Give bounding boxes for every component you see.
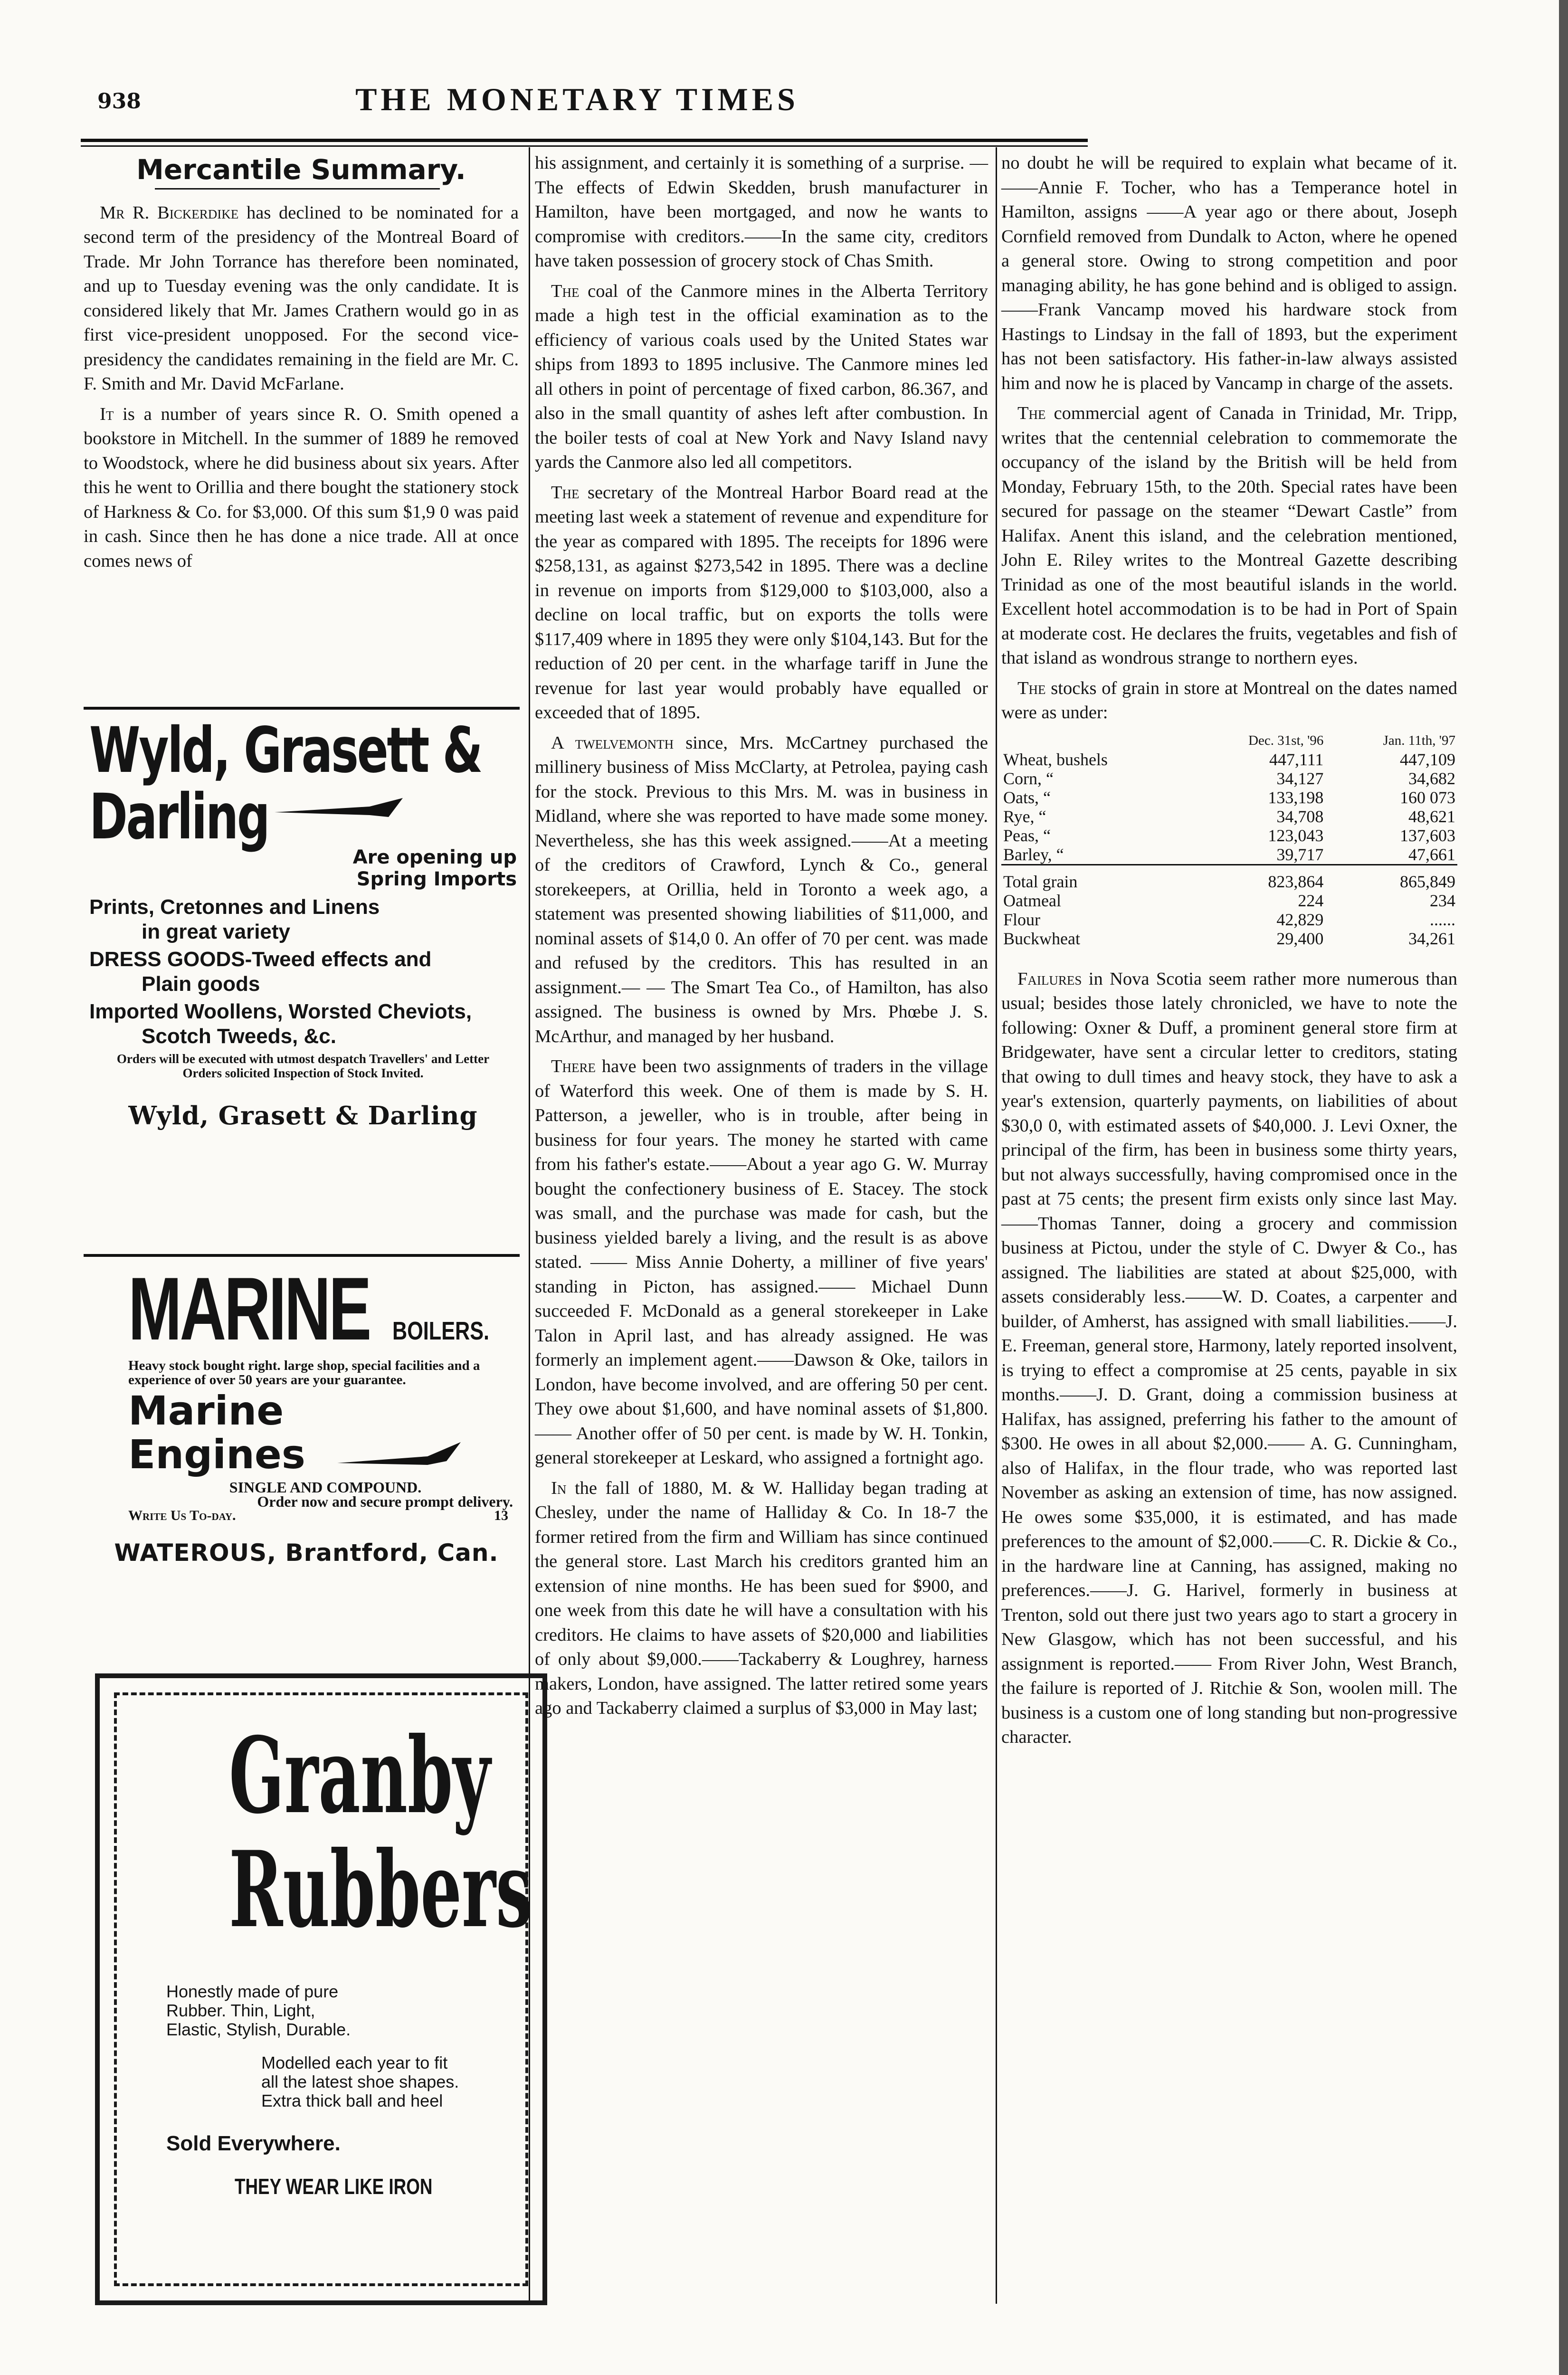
ad-wyld-name-1: Wyld, Grasett & [89,714,482,787]
paragraph-text: is a number of years since R. O. Smith opened a bookstore in Mitchell. In the summer of 1889 he removed to Woodstock, where he did business about six years. After this he went to Orillia and there bought the stationery stock of Harkness & Co. for $3,000. Of this sum $1,9 0 was paid in cash. Since then he has done a nice trade. All at once comes news of [84,404,519,571]
table-row [1001,845,1457,865]
table-header-row [1001,731,1457,750]
article-paragraph [84,201,519,397]
paragraph-text: in Nova Scotia seem rather more numerous than usual; besides those lately chronicled, we have to note the following: Oxner & Duff, a prominent general store firm at Bridgewater, have sent a circular letter to creditors, stating that owing to dull times and heavy stock, they have to ask a year's extension, quarterly payments, on liabilities of about $30,0 0, with estimated assets of $40,000. J. Levi Oxner, the principal of the firm, has been in business some thirty years, but not always successfully, having compromised once in the past at 75 cents; the present firm exists only since last May.——Thomas Tanner, doing a grocery and commission business at Pictou, under the style of C. Dwyer & Co., has assigned. The liabilities are stated at about $25,000, with assets considerably less.——W. D. Coates, a carpenter and builder, of Amherst, has assigned with small liabilities.——J. E. Freeman, general store, Harmony, lately reported insolvent, is trying to effect a compromise at 25 cents, payable in six months.——J. D. Grant, doing a commission business at Halifax, has assigned, preferring his father to the amount of $300. He owes in all about $2,000.—— A. G. Cunningham, also of Halifax, in the flour trade, who was reported last November as asking an extension of time, has now assigned. He owes some $35,000, it is estimated, and has made preferences to the amount of $2,000.——C. R. Dickie & Co., in the hardware line at Canning, has assigned, making no preferences.——J. G. Harivel, formerly in business at Trenton, sold out there just two years ago to start a grocery in New Glasgow, which has not been successful, and his assignment is reported.—— From River John, West Branch, the failure is reported of J. Ritchie & Son, woolen mill. The business is a custom one of long standing but non-progressive character. [1001,969,1458,1747]
ad-granby-line: all the latest shoe shapes. [261,2072,459,2091]
table-cell-label: Barley, “ [1003,845,1064,864]
ad-granby-line: Extra thick ball and heel [261,2091,443,2110]
column-divider-2 [996,147,997,2304]
ad-wyld-orders: Orders will be executed with utmost despatch Travellers' and Letter Orders solicited Inspection of Stock Invited. [116,1052,490,1080]
article-paragraph [535,1476,988,1721]
table-row [1001,910,1457,929]
lead-words: Mr R. Bickerdike [100,202,239,223]
table-cell-label: Peas, “ [1003,826,1051,845]
ad-granby-title-2: Rubbers [229,1828,532,1951]
table-cell-value: 48,621 [1408,807,1455,826]
article-paragraph [535,481,988,725]
ad-granby [95,1673,547,2305]
ad-wyld-item: Imported Woollens, Worsted Cheviots, [89,1000,472,1023]
article-paragraph [535,731,988,1049]
lead-words: Failures [1017,969,1082,989]
lead-words: The [551,482,580,503]
lead-words: The [551,281,580,301]
paragraph-text: his assignment, and certainly it is something of a surprise. — The effects of Edwin Skedden, brush manufacturer in Hamilton, have been mortgaged, and now he wants to compromise with creditors.——In the same city, creditors have taken possession of grocery stock of Chas Smith. [535,153,988,271]
lead-words: The [1017,678,1046,698]
ad-rule-top [84,707,520,710]
paragraph-text: stocks of grain in store at Montreal on the dates named were as under: [1001,678,1458,722]
table-header: Dec. 31st, '96 [1248,732,1324,748]
ad-granby-line: Honestly made of pure [166,1982,339,2001]
table-cell-value: 34,127 [1276,769,1324,788]
ad-granby-body [166,1982,518,2199]
pointing-arrow-icon [337,1442,461,1471]
ad-marine-order: Order now and secure prompt delivery. [257,1493,513,1510]
ad-marine-engines-row [128,1433,523,1476]
ad-granby-title-1: Granby [229,1714,491,1837]
table-cell-value: 123,043 [1268,826,1324,845]
table-cell-label: Oatmeal [1003,891,1061,910]
ad-granby-iron: THEY WEAR LIKE IRON [235,2174,433,2199]
table-cell-value: 137,603 [1400,826,1455,845]
lead-words: The [1017,403,1046,423]
ad-wyld-grasett [89,714,517,1244]
ad-marine-single: SINGLE AND COMPOUND. [229,1479,422,1496]
table-cell-value: 42,829 [1276,910,1324,929]
paragraph-text: secretary of the Montreal Harbor Board read at the meeting last week a statement of revenue and expenditure for the year as compared with 1895. The receipts for 1896 were $258,131, as against $273,542 in 1895. There was a decline in revenue on imports from $129,000 to $103,000, also a decline on local traffic, but on exports the tolls were $117,409 where in 1895 they were only $104,143. But for the reduction of 20 per cent. in the wharfage tariff in June the revenue for last year would probably have equalled or exceeded that of 1895. [535,482,988,722]
table-total-row [1001,864,1457,891]
header-rule-thin [81,145,1088,147]
table-cell-label: Oats, “ [1003,788,1051,807]
table-cell-value: 34,708 [1276,807,1324,826]
ad-wyld-item: DRESS GOODS-Tweed effects and [89,948,432,971]
table-row [1001,769,1457,788]
table-cell-value: 34,261 [1408,929,1455,948]
table-header: Jan. 11th, '97 [1383,732,1455,748]
ad-wyld-name-2: Darling [89,780,269,854]
table-row [1001,788,1457,807]
table-cell-label: Flour [1003,910,1041,929]
paragraph-text: the fall of 1880, M. & W. Halliday began trading at Chesley, under the name of Halliday & Co. In 18-7 the former retired from the firm and William has since continued the general store. Last March his creditors granted him an extension of nine months. He has been sued for $900, and one week from this date he will have a consultation with his creditors. He claims to have assets of $20,000 and liabilities of only about $9,000.——Tackaberry & Loughrey, harness makers, London, have assigned. The latter retired some years ago and Tackaberry claimed a surplus of $3,000 in May last; [535,1478,988,1718]
page-header [97,81,1057,128]
table-row [1001,807,1457,826]
table-cell-label: Buckwheat [1003,929,1080,948]
ad-marine-big: MARINE [128,1259,370,1358]
paragraph-text: since, Mrs. McCartney purchased the millinery business of Miss McClarty, at Petrolea, paying cash for the stock. Previous to this Mrs. M. was in business in Midland, where she was reported to have made some money. Nevertheless, she has this week assigned.——At a meeting of the creditors of Crawford, Lynch & Co., general storekeepers, at Orillia, held in Toronto a week ago, a statement was presented showing liabilities of $11,000, and nominal assets of $14,0 0. An offer of 70 per cent. was made and refused by the creditors. This has resulted in an assignment.— — The Smart Tea Co., of Hamilton, has also assigned. The business is owned by Mrs. Phœbe J. S. McArthur, and managed by her husband. [535,732,988,1046]
table-cell-value: 224 [1298,891,1324,910]
article-paragraph [84,402,519,574]
table-cell-value: 447,109 [1400,750,1455,769]
article-paragraph [535,279,988,475]
table-cell-value: 29,400 [1276,929,1324,948]
ad-wyld-footer: Wyld, Grasett & Darling [128,1101,478,1130]
ad-wyld-item: in great variety [142,920,291,943]
ad-rule [84,1254,520,1257]
ad-marine-write-row [128,1509,523,1523]
lead-words: A twelvemonth [551,732,674,753]
lead-words: There [551,1056,596,1076]
section-title: Mercantile Summary. [136,153,466,186]
table-cell-value: 39,717 [1276,845,1324,864]
table-row [1001,826,1457,845]
article-paragraph [1001,401,1457,671]
ad-wyld-opening: Are opening up [352,846,517,868]
ad-granby-line: Modelled each year to fit [261,2053,448,2072]
article-paragraph [1001,676,1457,725]
header-rule-thick [81,139,1088,142]
table-cell-value: 865,849 [1400,872,1455,891]
table-cell-label: Total grain [1003,872,1078,891]
table-cell-value: ...... [1430,910,1455,929]
table-cell-value: 34,682 [1408,769,1455,788]
column-2 [535,151,988,1727]
table-cell-label: Corn, “ [1003,769,1054,788]
ad-marine-engines-1: Marine [128,1387,284,1434]
table-cell-value: 234 [1430,891,1455,910]
article-paragraph [1001,967,1457,1750]
lead-words: In [551,1478,567,1498]
article-paragraph [535,1054,988,1471]
ad-wyld-name-row [89,780,517,855]
table-cell-value: 160 073 [1400,788,1455,807]
table-row [1001,750,1457,769]
table-row [1001,891,1457,910]
ad-granby-line: Elastic, Stylish, Durable. [166,2020,351,2039]
ad-wyld-item: Prints, Cretonnes and Linens [89,895,380,919]
ad-marine-write: Write Us To-day. [128,1508,236,1523]
ad-marine-footer: WATEROUS, Brantford, Can. [114,1539,499,1567]
article-paragraph [535,151,988,274]
ad-marine [114,1259,523,1662]
scan-edge [1559,0,1568,2375]
lead-words: It [100,404,114,424]
paragraph-text: commercial agent of Canada in Trinidad, Mr. Tripp, writes that the centennial celebration to commemorate the occupancy of the island by the British will be held from Monday, February 15th, to the 20th. Special rates have been secured for passage on the steamer “Dewart Castle” from Halifax. Anent this island, and the celebration mentioned, John E. Riley writes to the Montreal Gazette describing Trinidad as one of the most beautiful islands in the world. Excellent hotel accommodation is to be had in Port of Spain at moderate cost. He declares the fruits, vegetables and fish of that island as wondrous strange to northern eyes. [1001,403,1457,668]
table-cell-label: Wheat, bushels [1003,750,1108,769]
grain-table [1001,731,1457,948]
pointing-arrow-icon [275,798,403,831]
table-cell-label: Rye, “ [1003,807,1046,826]
ad-marine-boilers: BOILERS. [392,1317,489,1345]
ad-granby-sold: Sold Everywhere. [166,2132,341,2155]
ad-marine-text: Heavy stock bought right. large shop, special facilities and a experience of over 50 years are your guarantee. [128,1358,480,1387]
column-3 [1001,151,1457,1756]
paragraph-text: has declined to be nominated for a second term of the presidency of the Montreal Board of Trade. Mr John Torrance has therefore been nominated, and up to Tuesday evening was the only candidate. It is considered likely that Mr. James Crathern would go in as first vice-president unopposed. For the second vice-presidency the candidates remaining in the field are Mr. C. F. Smith and Mr. David McFarlane. [84,202,519,394]
table-cell-value: 133,198 [1268,788,1324,807]
ad-wyld-spring: Spring Imports [356,868,517,890]
ad-wyld-item: Plain goods [142,972,260,996]
paragraph-text: have been two assignments of traders in the village of Waterford this week. One of them is made by S. H. Patterson, a jeweller, who is in trouble, after being in business for four years. The money he started with came from his father's estate.——About a year ago G. W. Murray bought the confectionery business of E. Stacey. The stock was small, and the purchase was made for cash, but the business yielded barely a living, and the result is as above stated. —— Miss Annie Doherty, a milliner of five years' standing in Picton, has assigned.—— Michael Dunn succeeded F. McDonald as a general storekeeper in Lake Talon in April last, and has already assigned. He was formerly an implement agent.——Dawson & Oke, tailors in London, have become involved, and are offering 50 per cent. They owe about $1,600, and have nominal assets of $1,800.—— Another offer of 50 per cent. is made by W. H. Tonkin, general storekeeper at Leskard, who assigned a fortnight ago. [535,1056,988,1468]
table-cell-value: 823,864 [1268,872,1324,891]
table-row [1001,929,1457,948]
table-cell-value: 47,661 [1408,845,1455,864]
paragraph-text: coal of the Canmore mines in the Alberta Territory made a high test in the official examination as to the efficiency of various coals used by the United States war ships from 1893 to 1895 inclusive. The Canmore mines led all others in point of percentage of fixed carbon, 86.367, and also in the small quantity of ashes left after combustion. In the boiler tests of coal at New York and Navy Island navy yards the Canmore also led all competitors. [535,281,988,472]
masthead: THE MONETARY TIMES [355,81,799,117]
ad-granby-line: Rubber. Thin, Light, [166,2001,315,2020]
ad-wyld-item: Scotch Tweeds, &c. [142,1025,336,1048]
table-cell-value: 447,111 [1269,750,1324,769]
paragraph-text: no doubt he will be required to explain what became of it.——Annie F. Tocher, who has a Temperance hotel in Hamilton, assigns ——A year ago or there about, Joseph Cornfield removed from Dundalk to Acton, where he opened a general store. Owing to strong competition and poor managing ability, he has gone behind and is obliged to assign.——Frank Vancamp moved his hardware stock from Hastings to Lindsay in the fall of 1893, but the experiment has not been satisfactory. His father-in-law always assisted him and now he is placed by Vancamp in charge of the assets. [1001,153,1457,393]
column-1 [84,151,519,579]
grain-table-body [1001,750,1457,948]
ad-marine-head [128,1259,523,1358]
ad-marine-code: 13 [494,1508,508,1523]
title-rule [155,188,440,190]
page-number: 938 [97,89,141,114]
article-paragraph [1001,151,1457,396]
ad-marine-engines-2: Engines [128,1431,305,1478]
